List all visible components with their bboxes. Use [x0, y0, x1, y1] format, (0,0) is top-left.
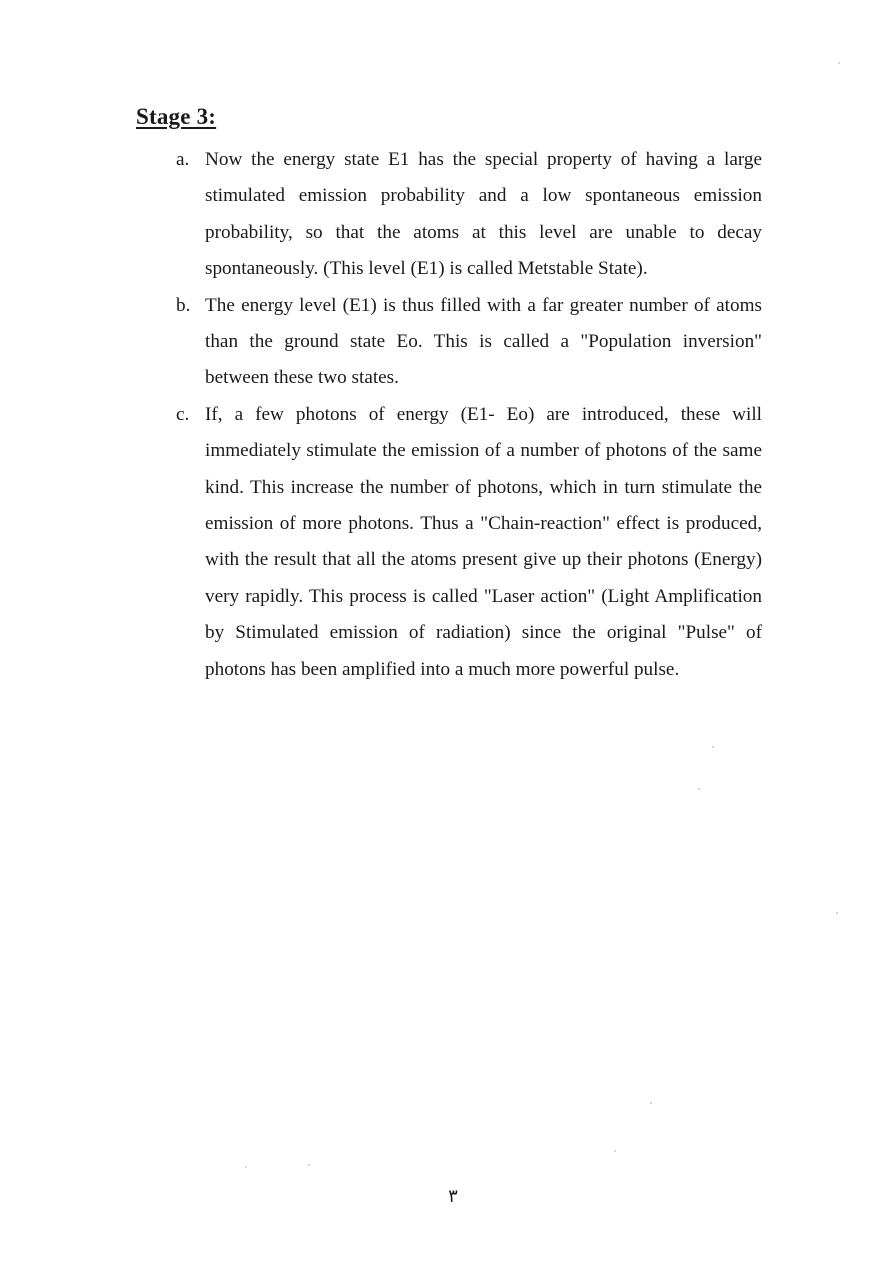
page-number: ٣ — [448, 1186, 458, 1207]
list-item — [170, 397, 762, 688]
scan-speck — [650, 1102, 652, 1104]
list-item-marker: a. — [176, 149, 190, 170]
scan-speck — [836, 912, 838, 914]
list-item-marker: c. — [176, 403, 190, 425]
list-item — [170, 142, 762, 288]
section-heading: Stage 3: — [136, 104, 217, 129]
list-item-text: The energy level (E1) is thus filled with a far greater number of atoms than the ground state Eo. This is called a "Population inversion" between these two states. — [205, 294, 762, 389]
scan-speck — [698, 788, 700, 790]
scan-speck — [245, 1166, 247, 1168]
list-item-text: Now the energy state E1 has the special property of having a large stimulated emission probability and a low spontaneous emission probability, so that the atoms at this level are unable to decay spontaneously. (This level (E1) is called Metstable State). — [205, 149, 762, 280]
list-item — [170, 288, 762, 397]
list-item-text: If, a few photons of energy (E1- Eo) are introduced, these will immediately stimulate the emission of a number of photons of the same kind. This increase the number of photons, which in turn stimulate the emission of more photons. Thus a "Chain-reaction" effect is produced, with the result that all the atoms present give up their photons (Energy) very rapidly. This process is called "Laser action" (Light Amplification by Stimulated emission of radiation) since the original "Pulse" of photons has been amplified into a much more powerful pulse. — [205, 403, 762, 680]
list-item-marker: b. — [176, 294, 191, 316]
scan-speck — [838, 62, 840, 64]
scan-speck — [712, 746, 714, 748]
stage-list — [170, 142, 762, 688]
scan-speck — [614, 1150, 616, 1152]
scan-speck — [308, 1164, 310, 1166]
